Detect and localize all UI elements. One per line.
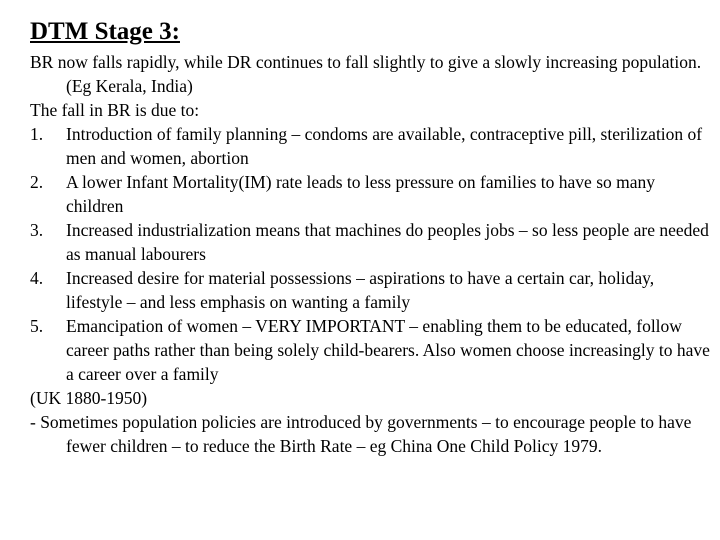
- list-item-4: [30, 266, 710, 314]
- slide: [30, 14, 710, 458]
- list-item-5: [30, 314, 710, 386]
- list-text: Increased industrialization means that machines do peoples jobs – so less people are needed as manual labourers: [66, 220, 709, 264]
- list-text: Emancipation of women – VERY IMPORTANT – enabling them to be educated, follow career paths rather than being solely child-bearers. Also women choose increasingly to have a career over a family: [66, 316, 710, 384]
- list-number: 4.: [30, 268, 44, 288]
- policy-note: - Sometimes population policies are introduced by governments – to encourage people to have fewer children – to reduce the Birth Rate – eg China One Child Policy 1979.: [30, 412, 692, 456]
- list-item-3: [30, 218, 710, 266]
- list-text: Introduction of family planning – condoms are available, contraceptive pill, sterilization of men and women, abortion: [66, 124, 703, 168]
- lead-line: The fall in BR is due to:: [30, 100, 200, 120]
- uk-note: (UK 1880-1950): [30, 388, 148, 408]
- list-number: 3.: [30, 220, 44, 240]
- intro-paragraph: BR now falls rapidly, while DR continues to fall slightly to give a slowly increasing population. (Eg Kerala, India): [30, 52, 702, 96]
- list-text: Increased desire for material possessions – aspirations to have a certain car, holiday, lifestyle – and less emphasis on wanting a family: [66, 268, 655, 312]
- list-text: A lower Infant Mortality(IM) rate leads to less pressure on families to have so many children: [66, 172, 656, 216]
- list-item-1: [30, 122, 710, 170]
- list-number: 2.: [30, 172, 44, 192]
- list-number: 5.: [30, 316, 44, 336]
- list-item-2: [30, 170, 710, 218]
- slide-title: DTM Stage 3:: [30, 18, 180, 45]
- list-number: 1.: [30, 124, 44, 144]
- slide-body: [30, 50, 710, 458]
